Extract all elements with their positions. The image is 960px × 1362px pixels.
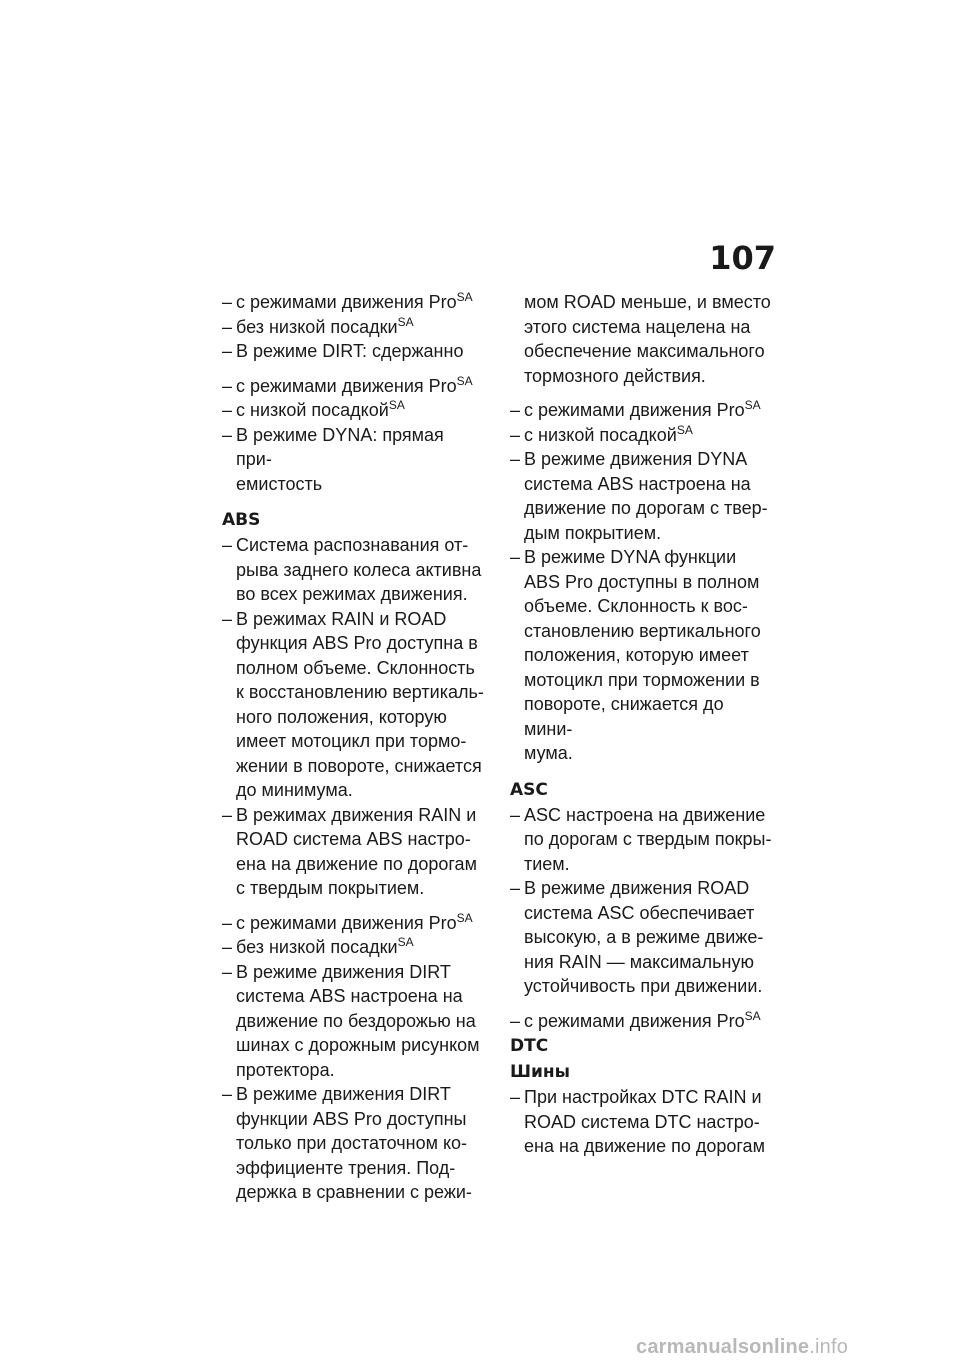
list-item: – В режиме движения DIRT <box>222 960 484 985</box>
list-item-continuation: высокую, а в режиме движе- <box>524 927 764 947</box>
list-item-continuation: к восстановлению вертикаль- <box>236 682 484 702</box>
list-item-continuation: ена на движение по дорогам <box>236 853 477 874</box>
list-item-continuation: функция ABS Pro доступна в <box>236 633 478 653</box>
list-item: – При настройках DTC RAIN и <box>510 1085 772 1110</box>
list-item-continuation: мума. <box>524 743 573 763</box>
list-item-continuation: с твердым покрытием. <box>236 878 425 898</box>
list-item-continuation: протектора. <box>236 1059 335 1080</box>
list-item: – В режимах движения RAIN и <box>222 803 484 828</box>
list-item-continuation: мотоцикл при торможении в <box>524 669 760 690</box>
list-item-continuation: до минимума. <box>236 780 353 800</box>
condition-item: – без низкой посадки$^{SA}$ <box>222 315 484 340</box>
list-item-continuation: ена на движение по дорогам <box>524 1136 765 1156</box>
list-item: – В режиме DYNA функции <box>510 545 772 570</box>
list-item-continuation: ROAD система ABS настро- <box>236 829 471 849</box>
list-item-continuation: движение по бездорожью на <box>236 1010 476 1031</box>
page-number: 107 <box>709 239 776 277</box>
list-item-continuation: только при достаточном ко- <box>236 1133 468 1153</box>
section-heading-tires: Шины <box>510 1062 571 1082</box>
list-item: – ASC настроена на движение <box>510 803 772 828</box>
list-item-continuation: система ASC обеспечивает <box>524 902 755 923</box>
list-item-continuation: мом ROAD меньше, и вместо <box>524 292 771 312</box>
list-item: – В режиме движения ROAD <box>510 876 772 901</box>
list-item-continuation: эффициенте трения. Под- <box>236 1157 456 1178</box>
section-heading-abs: ABS <box>222 510 261 530</box>
condition-item: – с низкой посадкой$^{SA}$ <box>510 423 772 448</box>
list-item: – В режиме DYNA: прямая при- <box>222 423 484 472</box>
list-item: – Система распознавания от- <box>222 533 484 558</box>
right-column <box>510 290 772 1159</box>
condition-item: – без низкой посадки$^{SA}$ <box>222 935 484 960</box>
list-item-continuation: дым покрытием. <box>524 522 662 543</box>
list-item-continuation: шинах с дорожным рисунком <box>236 1035 480 1055</box>
watermark-suffix: .info <box>809 1336 849 1358</box>
list-item-continuation: тием. <box>524 853 570 874</box>
list-item-continuation: ния RAIN — максимальную <box>524 951 754 972</box>
list-item-continuation: движение по дорогам с твер- <box>524 498 768 518</box>
left-column <box>222 290 484 1205</box>
list-item-continuation: полном объеме. Склонность <box>236 657 475 678</box>
list-item: – В режиме DIRT: сдержанно <box>222 339 484 364</box>
list-item-continuation: держка в сравнении с режи- <box>236 1182 472 1202</box>
list-item-continuation: рыва заднего колеса активна <box>236 559 482 580</box>
condition-item: – с режимами движения Pro$^{SA}$ <box>222 374 484 399</box>
section-heading-dtc: DTC <box>510 1036 549 1056</box>
condition-item: – с режимами движения Pro$^{SA}$ <box>222 290 484 315</box>
list-item-continuation: этого система нацелена на <box>524 316 751 337</box>
list-item: – В режиме движения DYNA <box>510 447 772 472</box>
list-item-continuation: жении в повороте, снижается <box>236 755 482 776</box>
section-heading-asc: ASC <box>510 779 548 800</box>
list-item-continuation: система ABS настроена на <box>524 473 751 494</box>
list-item-continuation: положения, которую имеет <box>524 645 749 665</box>
list-item-continuation: ного положения, которую <box>236 706 447 727</box>
list-item-continuation: система ABS настроена на <box>236 986 463 1006</box>
list-item-continuation: устойчивость при движении. <box>524 976 763 996</box>
list-item-continuation: ROAD система DTC настро- <box>524 1111 760 1132</box>
list-item-continuation: имеет мотоцикл при тормо- <box>236 731 467 751</box>
list-item-continuation: становлению вертикального <box>524 620 761 641</box>
watermark <box>636 1336 848 1359</box>
list-item-continuation: емистость <box>236 473 323 494</box>
list-item: – В режиме движения DIRT <box>222 1082 484 1107</box>
watermark-name: carmanualsonline <box>636 1336 810 1358</box>
list-item-continuation: во всех режимах движения. <box>236 584 468 604</box>
list-item-continuation: функции ABS Pro доступны <box>236 1108 467 1129</box>
condition-item: – с режимами движения Pro$^{SA}$ <box>510 1009 772 1034</box>
list-item-continuation: по дорогам с твердым покры- <box>524 829 772 849</box>
condition-item: – с низкой посадкой$^{SA}$ <box>222 398 484 423</box>
condition-item: – с режимами движения Pro$^{SA}$ <box>222 911 484 936</box>
condition-item: – с режимами движения Pro$^{SA}$ <box>510 398 772 423</box>
list-item-continuation: ABS Pro доступны в полном <box>524 571 760 592</box>
list-item: – В режимах RAIN и ROAD <box>222 607 484 632</box>
list-item-continuation: обеспечение максимального <box>524 341 765 361</box>
list-item-continuation: тормозного действия. <box>524 365 706 386</box>
list-item-continuation: повороте, снижается до мини- <box>524 694 724 739</box>
list-item-continuation: объеме. Склонность к вос- <box>524 596 748 616</box>
